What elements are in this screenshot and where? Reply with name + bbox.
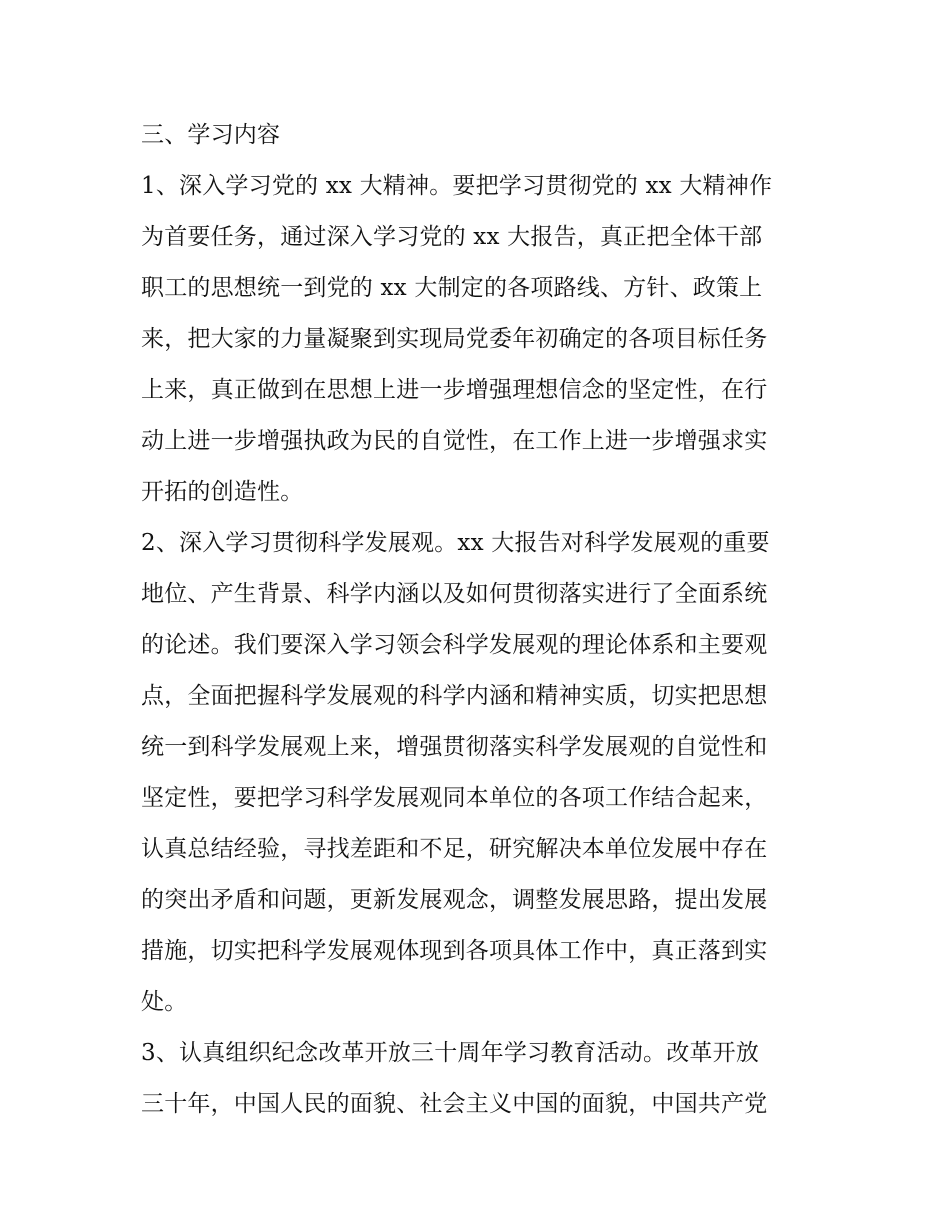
text-line: 开拓的创造性。	[141, 479, 304, 505]
text-line: 1、深入学习党的 xx 大精神。要把学习贯彻党的 xx 大精神作	[141, 173, 773, 199]
text-line: 措施，切实把科学发展观体现到各项具体工作中，真正落到实	[141, 938, 768, 964]
text-line: 认真总结经验，寻找差距和不足，研究解决本单位发展中存在	[141, 836, 768, 862]
text-line: 上来，真正做到在思想上进一步增强理想信念的坚定性，在行	[141, 377, 768, 403]
paragraph-3	[141, 1028, 821, 1130]
text-line: 的论述。我们要深入学习领会科学发展观的理论体系和主要观	[141, 632, 768, 658]
text-line: 地位、产生背景、科学内涵以及如何贯彻落实进行了全面系统	[141, 581, 768, 607]
text-line: 职工的思想统一到党的 xx 大制定的各项路线、方针、政策上	[141, 275, 763, 301]
paragraph-2	[141, 518, 821, 1028]
text-line: 3、认真组织纪念改革开放三十周年学习教育活动。改革开放	[141, 1040, 760, 1066]
text-line: 动上进一步增强执政为民的自觉性，在工作上进一步增强求实	[141, 428, 768, 454]
section-heading: 三、学习内容	[141, 122, 281, 148]
text-line: 的突出矛盾和问题，更新发展观念，调整发展思路，提出发展	[141, 887, 768, 913]
text-line: 来，把大家的力量凝聚到实现局党委年初确定的各项目标任务	[141, 326, 768, 352]
text-line: 为首要任务，通过深入学习党的 xx 大报告，真正把全体干部	[141, 224, 763, 250]
document-body	[141, 110, 821, 1130]
text-line: 处。	[141, 989, 188, 1015]
text-line: 2、深入学习贯彻科学发展观。xx 大报告对科学发展观的重要	[141, 530, 770, 556]
text-line: 坚定性，要把学习科学发展观同本单位的各项工作结合起来，	[141, 785, 768, 811]
paragraph-1	[141, 161, 821, 518]
text-line: 三十年，中国人民的面貌、社会主义中国的面貌，中国共产党	[141, 1091, 768, 1117]
text-line: 统一到科学发展观上来，增强贯彻落实科学发展观的自觉性和	[141, 734, 768, 760]
text-line: 点，全面把握科学发展观的科学内涵和精神实质，切实把思想	[141, 683, 768, 709]
